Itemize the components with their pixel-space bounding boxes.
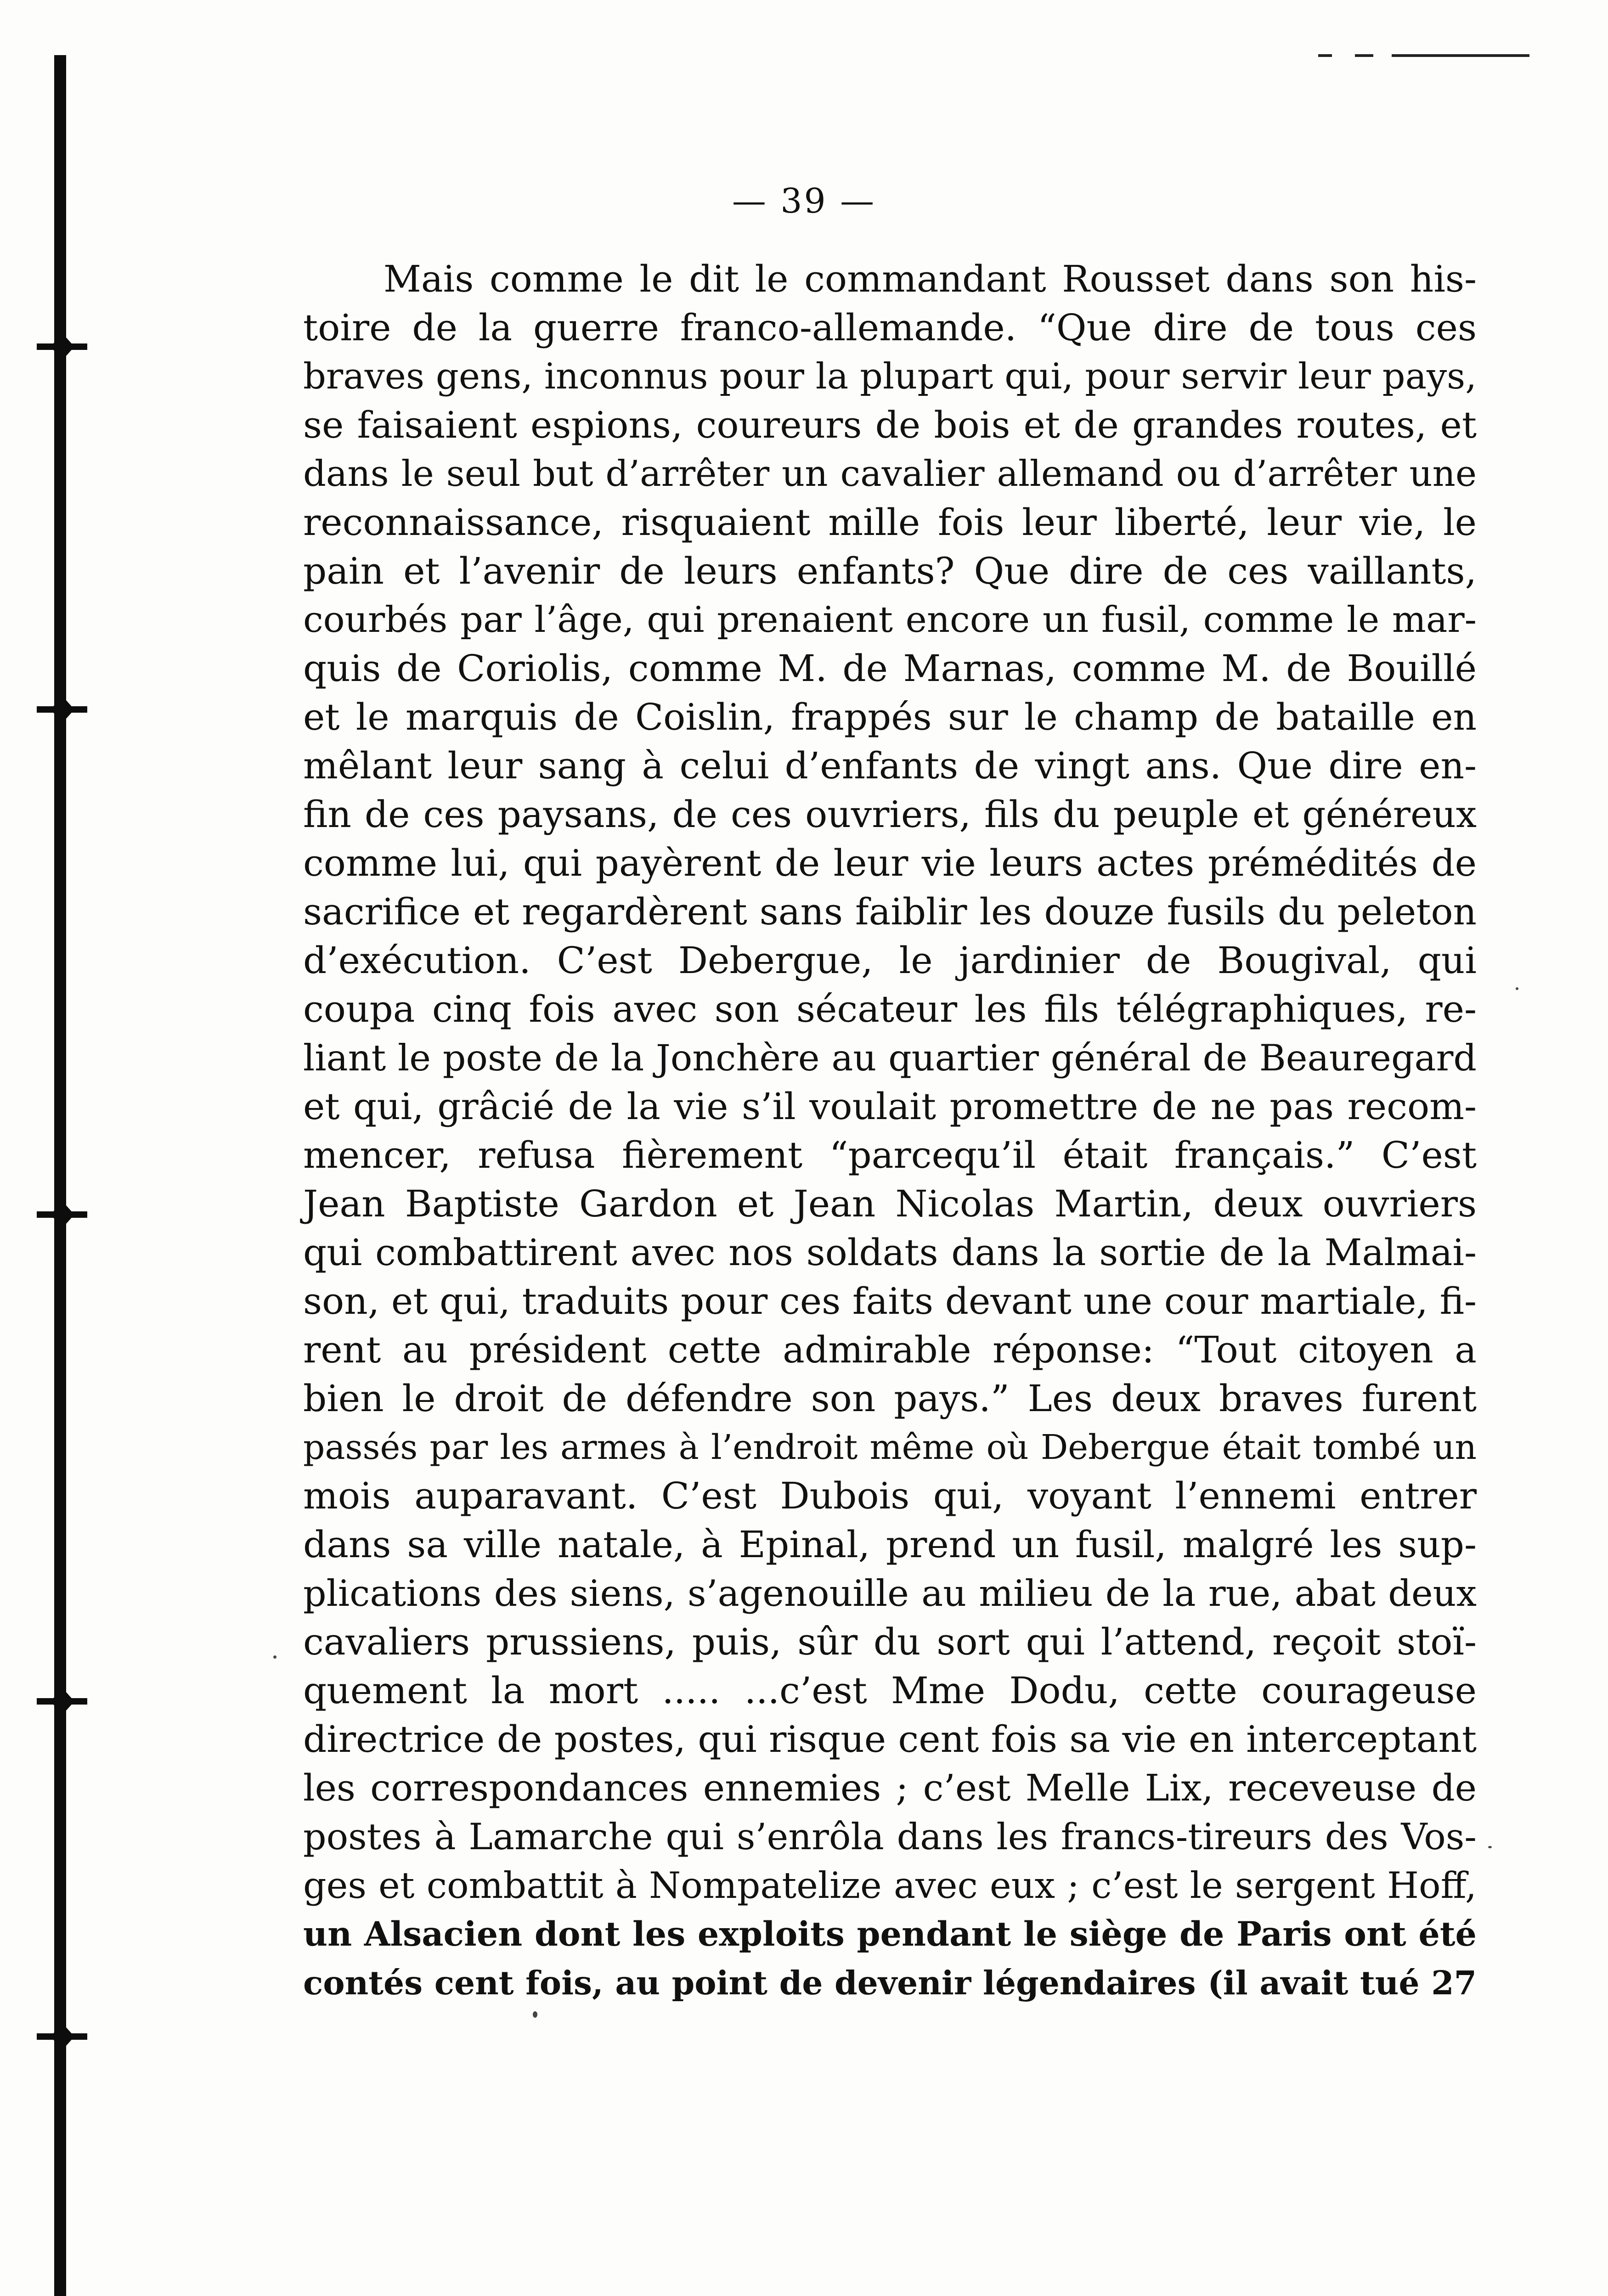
body-text — [303, 255, 1477, 2007]
text-line: postes à Lamarche qui s’enrôla dans les francs-tireurs des Vos- — [303, 1816, 1477, 1858]
text-line: courbés par l’âge, qui prenaient encore un fusil, comme le mar- — [303, 599, 1477, 641]
text-line: toire de la guerre franco-allemande. “Que dire de tous ces — [303, 306, 1477, 349]
binding-rule — [54, 55, 66, 2296]
text-line: coupa cinq fois avec son sécateur les fils télégraphiques, re- — [303, 988, 1477, 1030]
ink-speck — [1488, 1846, 1492, 1848]
text-line: et le marquis de Coislin, frappés sur le champ de bataille en — [303, 696, 1477, 738]
text-line: reconnaissance, risquaient mille fois leur liberté, leur vie, le — [303, 501, 1477, 544]
text-line: pain et l’avenir de leurs enfants? Que dire de ces vaillants, — [303, 550, 1477, 592]
text-line: sacrifice et regardèrent sans faiblir les douze fusils du peleton — [303, 890, 1477, 933]
text-line: quement la mort ..... ...c’est Mme Dodu, cette courageuse — [303, 1669, 1477, 1712]
text-line: les correspondances ennemies ; c’est Melle Lix, receveuse de — [303, 1767, 1477, 1809]
text-line: Mais comme le dit le commandant Rousset dans son his- — [384, 258, 1477, 300]
text-line: un Alsacien dont les exploits pendant le siège de Paris ont été — [303, 1914, 1477, 1954]
text-line: d’exécution. C’est Debergue, le jardinier de Bougival, qui — [303, 939, 1477, 982]
text-line: plications des siens, s’agenouille au milieu de la rue, abat deux — [303, 1572, 1477, 1615]
binding-tick — [37, 706, 87, 713]
page-number: — 39 — — [732, 181, 876, 221]
text-line: braves gens, inconnus pour la plupart qui, pour servir leur pays, — [303, 356, 1477, 397]
text-line: bien le droit de défendre son pays.” Les deux braves furent — [303, 1377, 1477, 1420]
top-rule — [1318, 54, 1332, 57]
text-line: fin de ces paysans, de ces ouvriers, fils du peuple et généreux — [303, 793, 1477, 836]
ink-speck — [273, 1655, 276, 1659]
text-line: se faisaient espions, coureurs de bois et de grandes routes, et — [303, 404, 1477, 446]
text-line: dans sa ville natale, à Epinal, prend un fusil, malgré les sup- — [303, 1523, 1477, 1566]
text-line: directrice de postes, qui risque cent fois sa vie en interceptant — [303, 1718, 1477, 1761]
binding-tick — [37, 1698, 87, 1705]
text-line: rent au président cette admirable réponse: “Tout citoyen a — [303, 1328, 1477, 1371]
text-line: dans le seul but d’arrêter un cavalier allemand ou d’arrêter une — [303, 453, 1477, 495]
binding-tick — [37, 1211, 87, 1218]
text-line: mencer, refusa fièrement “parcequ’il était français.” C’est — [303, 1134, 1477, 1176]
text-line: Jean Baptiste Gardon et Jean Nicolas Martin, deux ouvriers — [303, 1182, 1477, 1225]
binding-tick — [37, 2033, 87, 2040]
text-line: mêlant leur sang à celui d’enfants de vingt ans. Que dire en- — [303, 744, 1477, 787]
text-line: passés par les armes à l’endroit même où Debergue était tombé un — [303, 1428, 1477, 1467]
text-line: liant le poste de la Jonchère au quartier général de Beauregard — [303, 1037, 1477, 1079]
top-rule — [1392, 54, 1529, 57]
text-line: qui combattirent avec nos soldats dans la sortie de la Malmai- — [303, 1231, 1477, 1274]
ink-speck — [1516, 987, 1518, 990]
text-line: son, et qui, traduits pour ces faits devant une cour martiale, fi- — [303, 1280, 1477, 1322]
text-line: quis de Coriolis, comme M. de Marnas, comme M. de Bouillé — [303, 647, 1477, 690]
text-line: ges et combattit à Nompatelize avec eux ; c’est le sergent Hoff, — [303, 1864, 1477, 1907]
text-line: contés cent fois, au point de devenir légendaires (il avait tué 27 — [303, 1964, 1477, 2002]
ink-speck — [533, 2011, 537, 2018]
top-rule — [1355, 54, 1373, 57]
binding-tick — [37, 343, 87, 350]
text-line: mois auparavant. C’est Dubois qui, voyant l’ennemi entrer — [303, 1474, 1477, 1517]
text-line: et qui, grâcié de la vie s’il voulait promettre de ne pas recom- — [303, 1085, 1477, 1128]
text-line: cavaliers prussiens, puis, sûr du sort qui l’attend, reçoit stoï- — [303, 1621, 1477, 1663]
text-line: comme lui, qui payèrent de leur vie leurs actes prémédités de — [303, 842, 1477, 884]
